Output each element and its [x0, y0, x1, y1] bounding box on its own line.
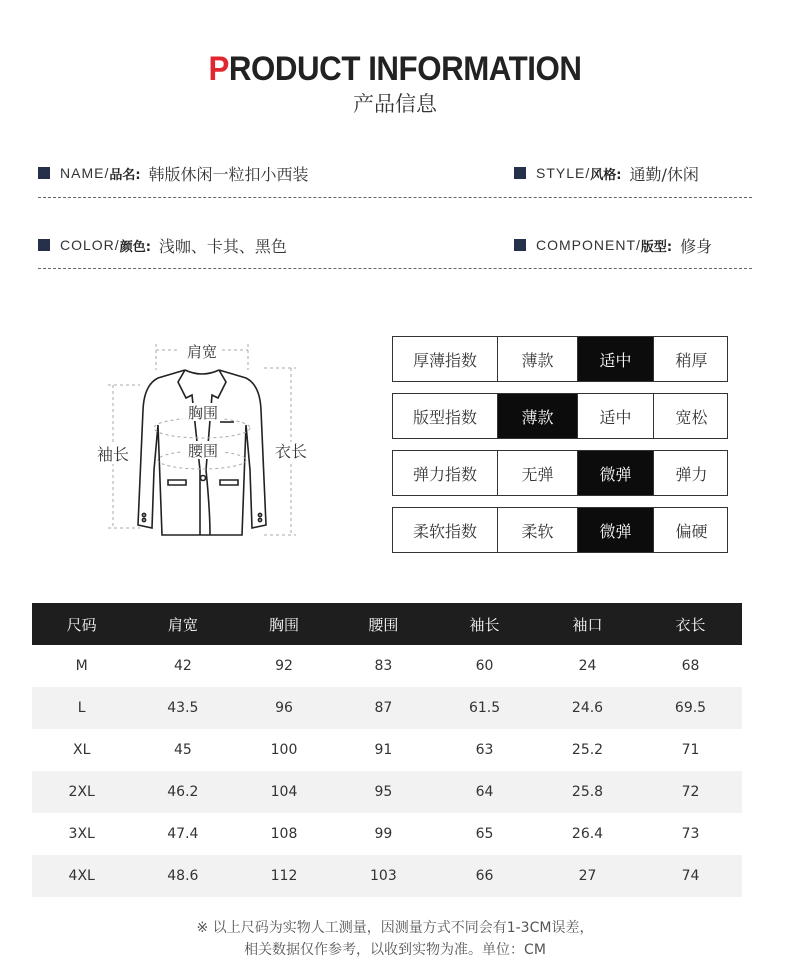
table-cell: 74: [639, 855, 742, 897]
table-cell: 69.5: [639, 687, 742, 729]
table-cell: 71: [681, 742, 700, 758]
size-table: [32, 603, 742, 897]
property-option-selected: 适中: [577, 337, 653, 381]
page-subtitle: 产品信息: [353, 92, 437, 116]
diagram-shoulder-label: 肩宽: [186, 343, 218, 361]
page-title: [32, 50, 759, 89]
table-cell: 73: [681, 826, 700, 842]
table-row: [32, 645, 742, 687]
table-cell: XL: [72, 742, 91, 758]
bullet-square-icon: [38, 239, 50, 251]
table-cell: 47.4: [167, 826, 199, 842]
info-color-label-en: COLOR/: [60, 237, 120, 253]
property-row: [392, 336, 728, 382]
table-cell: 103: [334, 855, 433, 897]
table-cell: 83: [374, 658, 393, 674]
property-option: 无弹: [497, 451, 577, 495]
property-row: [392, 450, 728, 496]
table-cell: 112: [234, 855, 333, 897]
info-component-label-cn: 版型:: [640, 239, 673, 255]
diagram-chest-label: 胸围: [187, 404, 219, 422]
table-cell: 100: [270, 742, 298, 758]
table-cell: 63: [475, 742, 494, 758]
info-style: [514, 158, 699, 188]
diagram-length-label: 衣长: [274, 442, 308, 461]
table-cell: 45: [173, 742, 192, 758]
property-label: 弹力指数: [412, 464, 477, 484]
page-title-first-letter: P: [208, 50, 229, 88]
info-color-value: 浅咖、卡其、黑色: [158, 236, 287, 256]
footnote-line-1: ※ 以上尺码为实物人工测量，因测量方式不同会有1-3CM误差，: [196, 920, 594, 936]
table-cell: 42: [173, 658, 192, 674]
table-cell: 46.2: [131, 771, 234, 813]
table-cell: 68: [681, 658, 700, 674]
table-cell: 96: [234, 687, 333, 729]
property-row: [392, 507, 728, 553]
footnote-line-2: 相关数据仅作参考，以收到实物为准。单位：CM: [244, 942, 546, 958]
table-row: [32, 855, 742, 897]
property-option: 柔软: [497, 508, 577, 552]
info-name: [38, 158, 309, 188]
property-option-selected: 微弹: [577, 508, 653, 552]
property-label: 柔软指数: [412, 521, 477, 541]
column-header: 肩宽: [131, 603, 234, 645]
diagram-sleeve-label: 袖长: [96, 445, 130, 464]
table-cell: 24: [578, 658, 597, 674]
table-cell: 3XL: [68, 826, 95, 842]
info-component-label-en: COMPONENT/: [536, 237, 641, 253]
table-cell: 87: [334, 687, 433, 729]
info-style-label-cn: 风格:: [590, 167, 622, 183]
column-header: 胸围: [234, 603, 333, 645]
table-cell: L: [32, 687, 131, 729]
table-cell: 2XL: [32, 771, 131, 813]
property-option-selected: 微弹: [577, 451, 653, 495]
info-name-value: 韩版休闲一粒扣小西装: [148, 164, 309, 184]
table-cell: 25.8: [536, 771, 639, 813]
bullet-square-icon: [514, 239, 526, 251]
column-header: 袖长: [433, 603, 536, 645]
bullet-square-icon: [38, 167, 50, 179]
property-label: 版型指数: [412, 407, 477, 427]
table-cell: 61.5: [433, 687, 536, 729]
table-cell: 26.4: [571, 826, 604, 842]
table-cell: 4XL: [32, 855, 131, 897]
table-row: [32, 771, 742, 813]
table-cell: 25.2: [571, 742, 604, 758]
info-color-label-cn: 颜色:: [119, 239, 151, 255]
size-table-header: [32, 603, 742, 645]
table-cell: 64: [433, 771, 536, 813]
jacket-measurement-diagram: [88, 330, 328, 545]
table-cell: 60: [475, 658, 494, 674]
property-option: 稍厚: [653, 337, 729, 381]
property-option: 偏硬: [653, 508, 729, 552]
table-row: [32, 729, 742, 771]
column-header: 尺码: [32, 603, 131, 645]
table-cell: 24.6: [536, 687, 639, 729]
column-header: 袖口: [536, 603, 639, 645]
info-name-label-cn: 品名:: [109, 167, 141, 183]
property-option-selected: 薄款: [497, 394, 577, 438]
info-name-label-en: NAME/: [60, 165, 110, 181]
divider: [38, 268, 752, 269]
info-component-value: 修身: [680, 236, 713, 256]
table-cell: 66: [433, 855, 536, 897]
table-cell: 65: [475, 826, 494, 842]
property-label: 厚薄指数: [412, 350, 477, 370]
info-style-label-en: STYLE/: [536, 165, 591, 181]
table-cell: 43.5: [131, 687, 234, 729]
table-cell: 95: [334, 771, 433, 813]
diagram-waist-label: 腰围: [187, 442, 219, 460]
property-row: [392, 393, 728, 439]
property-option: 适中: [577, 394, 653, 438]
info-component: [514, 230, 712, 260]
info-row-2: [38, 230, 752, 260]
property-option: 弹力: [653, 451, 729, 495]
info-row-1: [38, 158, 752, 188]
table-cell: 92: [275, 658, 293, 674]
table-cell: 48.6: [131, 855, 234, 897]
property-option: 薄款: [497, 337, 577, 381]
column-header: 腰围: [334, 603, 433, 645]
table-cell: 99: [374, 826, 393, 842]
table-cell: 104: [234, 771, 333, 813]
table-cell: 91: [374, 742, 393, 758]
table-cell: 72: [639, 771, 742, 813]
table-row: [32, 687, 742, 729]
table-cell: M: [75, 658, 88, 674]
table-row: [32, 813, 742, 855]
info-color: [38, 230, 287, 260]
property-option: 宽松: [653, 394, 729, 438]
table-cell: 27: [536, 855, 639, 897]
page-title-rest: RODUCT INFORMATION: [228, 50, 582, 88]
info-style-value: 通勤/休闲: [629, 164, 699, 184]
bullet-square-icon: [514, 167, 526, 179]
table-cell: 108: [270, 826, 298, 842]
divider: [38, 197, 752, 198]
column-header: 衣长: [639, 603, 742, 645]
